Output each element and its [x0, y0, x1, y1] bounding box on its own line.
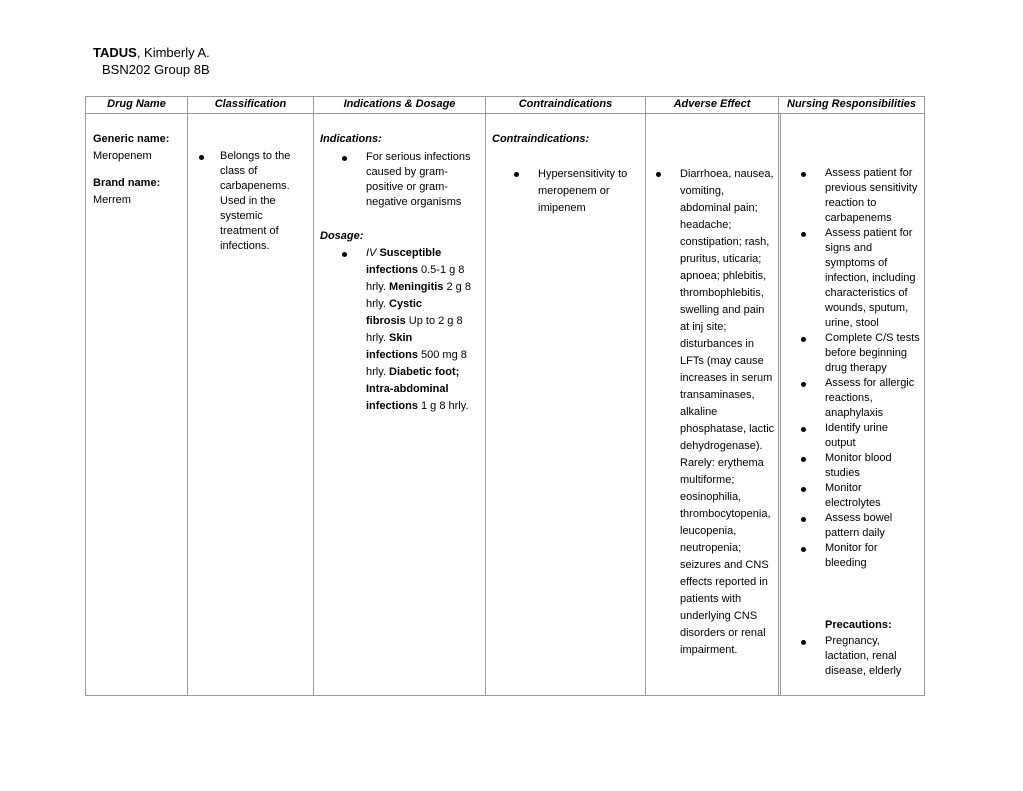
nursing-item-line: Monitor: [825, 482, 862, 494]
dosage-bold: infections: [366, 400, 418, 412]
dosage-text: 500 mg 8: [417, 349, 467, 361]
dosage-text: 2 g 8: [443, 281, 471, 293]
adverse-effect-line: patients with: [680, 593, 742, 605]
adverse-effect-line: pruritus, uticaria;: [680, 253, 762, 265]
nursing-item-line: carbapenems: [825, 212, 892, 224]
column-divider: [187, 96, 188, 696]
table-border-right: [924, 96, 925, 696]
nursing-item-line: symptoms of: [825, 257, 888, 269]
column-header-indications-dosage: Indications & Dosage: [343, 98, 456, 110]
adverse-effect-line: swelling and pain: [680, 304, 765, 316]
generic-name-label: Generic name:: [93, 133, 170, 145]
nursing-item-line: reaction to: [825, 197, 877, 209]
adverse-effect-line: seizures and CNS: [680, 559, 769, 571]
column-header-nursing-responsibilities: Nursing Responsibilities: [787, 98, 916, 110]
adverse-effect-line: leucopenia,: [680, 525, 737, 537]
nursing-item-line: Assess for allergic: [825, 377, 915, 389]
dosage-line: [366, 364, 482, 381]
indications-line: For serious infections: [366, 151, 471, 163]
student-name: [93, 45, 210, 60]
nursing-item-line: drug therapy: [825, 362, 887, 374]
classification-line: infections.: [220, 240, 270, 252]
column-header-contraindications: Contraindications: [518, 98, 613, 110]
bullet-icon: [801, 457, 806, 462]
nursing-item-line: disease, elderly: [825, 665, 902, 677]
bullet-icon: [801, 337, 806, 342]
nursing-item-line: electrolytes: [825, 497, 881, 509]
dosage-bold: Meningitis: [389, 281, 444, 293]
nursing-item: [801, 376, 921, 421]
dosage-label: Dosage:: [320, 230, 364, 242]
column-header-classification: Classification: [214, 98, 287, 110]
table-header-divider: [85, 113, 925, 114]
nursing-item-line: pattern daily: [825, 527, 885, 539]
bullet-icon: [801, 547, 806, 552]
adverse-effect-line: Diarrhoea, nausea,: [680, 168, 774, 180]
adverse-effect-line: underlying CNS: [680, 610, 758, 622]
dosage-bold: Skin: [389, 332, 413, 344]
adverse-effect-line: impairment.: [680, 644, 738, 656]
dosage-text: 0.5-1 g 8: [417, 264, 465, 276]
precautions-list: [801, 634, 921, 679]
nursing-item-line: Assess patient for: [825, 227, 913, 239]
table-border-left: [85, 96, 86, 696]
adverse-effect-line: apnoea; phlebitis,: [680, 270, 767, 282]
nursing-item: [801, 511, 921, 541]
dosage-line: [366, 262, 482, 279]
contraindication-line: meropenem or: [538, 185, 610, 197]
classification-line: Belongs to the: [220, 150, 291, 162]
nursing-item: [801, 226, 921, 331]
dosage-list: [366, 245, 482, 415]
contraindication-line: Hypersensitivity to: [538, 168, 628, 180]
student-surname: TADUS: [93, 45, 137, 60]
nursing-item-line: characteristics of: [825, 287, 908, 299]
nursing-list: [801, 166, 921, 571]
nursing-item: [801, 541, 921, 571]
column-divider: [778, 96, 779, 696]
classification-line: class of: [220, 165, 258, 177]
adverse-effect-line: disorders or renal: [680, 627, 766, 639]
bullet-icon: [801, 232, 806, 237]
nursing-item: [801, 634, 921, 679]
table-border-bottom: [85, 695, 925, 696]
nursing-item-line: wounds, sputum,: [825, 302, 909, 314]
nursing-item: [801, 451, 921, 481]
nursing-item-line: Assess bowel: [825, 512, 893, 524]
dosage-line: [366, 313, 482, 330]
classification-text: [220, 149, 309, 254]
nursing-item: [801, 331, 921, 376]
contraindications-cell: [492, 131, 642, 217]
nursing-item-line: studies: [825, 467, 860, 479]
classification-cell: [199, 149, 309, 254]
indications-label: Indications:: [320, 133, 382, 145]
nursing-item-line: bleeding: [825, 557, 867, 569]
column-divider: [485, 96, 486, 696]
student-group: BSN202 Group 8B: [102, 62, 210, 77]
dosage-bold: infections: [366, 349, 418, 361]
drug-name-cell: [93, 131, 185, 209]
dosage-text: hrly.: [366, 332, 390, 344]
column-divider: [780, 113, 781, 696]
nursing-item-line: Assess patient for: [825, 167, 913, 179]
adverse-effect-line: alkaline: [680, 406, 718, 418]
adverse-effect-line: vomiting,: [680, 185, 725, 197]
dosage-line: [366, 347, 482, 364]
generic-name-value: Meropenem: [93, 150, 152, 162]
nursing-item-line: before beginning: [825, 347, 907, 359]
column-header-drug-name: Drug Name: [107, 98, 166, 110]
bullet-icon: [801, 517, 806, 522]
dosage-line: [366, 330, 482, 347]
classification-line: Used in the: [220, 195, 276, 207]
adverse-effect-line: abdominal pain;: [680, 202, 758, 214]
dosage-text: hrly.: [366, 298, 390, 310]
dosage-line: [366, 245, 482, 262]
dosage-line: [366, 279, 482, 296]
column-divider: [645, 96, 646, 696]
adverse-effect-text: [680, 166, 776, 659]
adverse-effect-line: headache;: [680, 219, 732, 231]
dosage-line: [366, 381, 482, 398]
adverse-effect-line: transaminases,: [680, 389, 755, 401]
nursing-item-line: signs and: [825, 242, 873, 254]
adverse-effect-line: thrombocytopenia,: [680, 508, 771, 520]
adverse-effect-cell: [656, 166, 776, 659]
adverse-effect-line: multiforme;: [680, 474, 735, 486]
brand-name-value: Merrem: [93, 194, 131, 206]
dosage-line: [366, 398, 482, 415]
nursing-cell: [801, 166, 921, 677]
nursing-item-line: infection, including: [825, 272, 916, 284]
dosage-route: IV: [366, 247, 377, 259]
column-header-adverse-effect: Adverse Effect: [673, 98, 751, 110]
bullet-icon: [342, 252, 347, 257]
bullet-icon: [801, 172, 806, 177]
dosage-text: hrly.: [366, 366, 390, 378]
dosage-bold: Susceptible: [376, 247, 442, 259]
dosage-bold: Cystic: [389, 298, 423, 310]
dosage-bold: infections: [366, 264, 418, 276]
bullet-icon: [801, 640, 806, 645]
adverse-effect-line: dehydrogenase).: [680, 440, 763, 452]
dosage-text: Up to 2 g 8: [405, 315, 463, 327]
indications-list: [366, 150, 482, 210]
contraindications-list: [538, 166, 642, 217]
bullet-icon: [656, 172, 661, 177]
dosage-bold: Intra-abdominal: [366, 383, 449, 395]
bullet-icon: [514, 172, 519, 177]
bullet-icon: [801, 382, 806, 387]
dosage-text: hrly.: [366, 281, 390, 293]
nursing-item: [801, 481, 921, 511]
nursing-item-line: Monitor blood: [825, 452, 892, 464]
bullet-icon: [801, 427, 806, 432]
adverse-effect-line: thrombophlebitis,: [680, 287, 764, 299]
nursing-item-line: Monitor for: [825, 542, 878, 554]
adverse-effect-line: at inj site;: [680, 321, 727, 333]
adverse-effect-line: LFTs (may cause: [680, 355, 764, 367]
bullet-icon: [199, 155, 204, 160]
dosage-text: 1 g 8 hrly.: [417, 400, 469, 412]
indications-line: negative organisms: [366, 196, 462, 208]
contraindication-line: imipenem: [538, 202, 586, 214]
adverse-effect-line: eosinophilia,: [680, 491, 742, 503]
classification-line: treatment of: [220, 225, 279, 237]
classification-line: systemic: [220, 210, 263, 222]
adverse-effect-line: phosphatase, lactic: [680, 423, 775, 435]
bullet-icon: [801, 487, 806, 492]
adverse-effect-line: constipation; rash,: [680, 236, 770, 248]
nursing-item-line: urine, stool: [825, 317, 879, 329]
dosage-line: [366, 296, 482, 313]
nursing-item: [801, 166, 921, 226]
adverse-effect-line: Rarely: erythema: [680, 457, 764, 469]
nursing-item-line: Pregnancy,: [825, 635, 880, 647]
nursing-item-line: previous sensitivity: [825, 182, 918, 194]
adverse-effect-line: neutropenia;: [680, 542, 742, 554]
bullet-icon: [342, 156, 347, 161]
dosage-bold: fibrosis: [366, 315, 406, 327]
precautions-label: Precautions:: [825, 619, 892, 631]
indications-cell: [320, 131, 482, 415]
dosage-bold: Diabetic foot;: [389, 366, 460, 378]
nursing-item-line: anaphylaxis: [825, 407, 884, 419]
nursing-item-line: lactation, renal: [825, 650, 897, 662]
nursing-item: [801, 421, 921, 451]
indications-line: caused by gram-: [366, 166, 448, 178]
nursing-item-line: Complete C/S tests: [825, 332, 920, 344]
nursing-item-line: Identify urine: [825, 422, 888, 434]
adverse-effect-line: effects reported in: [680, 576, 768, 588]
nursing-item-line: reactions,: [825, 392, 873, 404]
student-given-name: , Kimberly A.: [136, 45, 210, 60]
adverse-effect-line: disturbances in: [680, 338, 754, 350]
contraindications-label: Contraindications:: [492, 133, 590, 145]
brand-name-label: Brand name:: [93, 177, 161, 189]
column-divider: [313, 96, 314, 696]
classification-line: carbapenems.: [220, 180, 290, 192]
indications-line: positive or gram-: [366, 181, 448, 193]
nursing-item-line: output: [825, 437, 856, 449]
adverse-effect-line: increases in serum: [680, 372, 773, 384]
